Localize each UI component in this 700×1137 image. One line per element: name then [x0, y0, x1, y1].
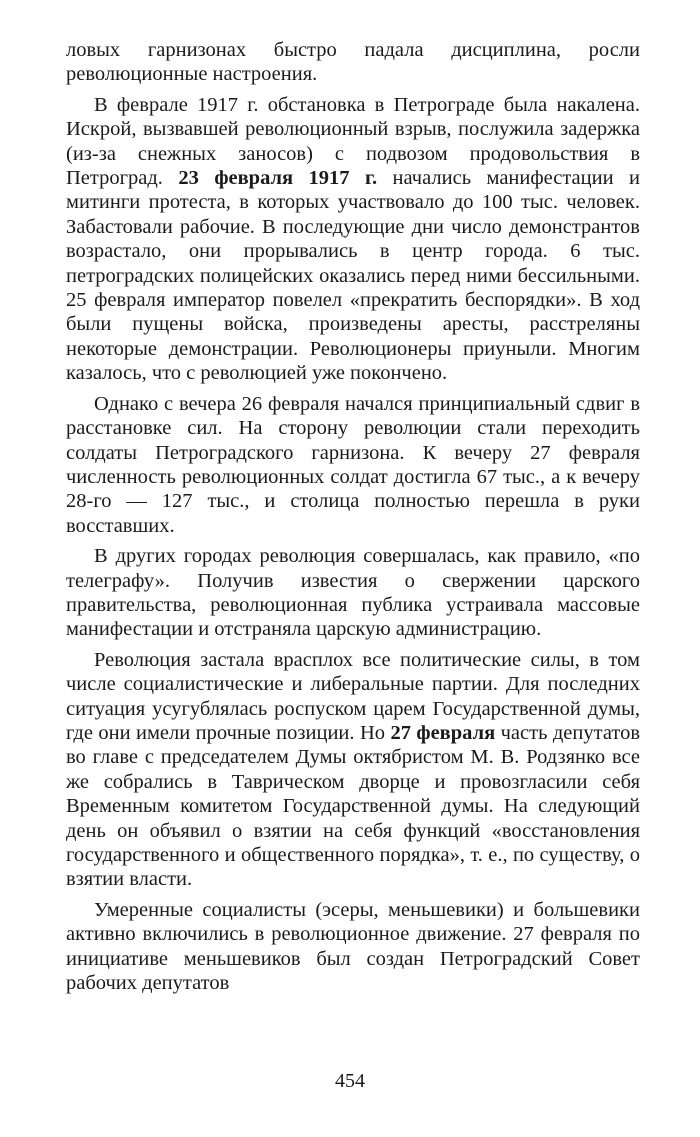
paragraph-5-text-b: часть депутатов во главе с председателем Думы октябристом М. В. Родзянко все же собрались в Таврическом дворце и провозгласили себя Временным комитетом Государственной думы. На следующий день он объявил о взятии на себя функций «восстановления государственного и общественного порядка», т. е., по существу, о взятии власти. — [66, 721, 641, 891]
paragraph-2-bold-date: 23 февраля 1917 г. — [178, 167, 378, 190]
paragraph-1 — [66, 38, 640, 87]
page-body — [66, 38, 640, 995]
paragraph-4 — [66, 544, 640, 642]
paragraph-2-text-a: В феврале 1917 г. обстановка в Петрограде была накалена. Искрой, вызвавшей революционный взрыв, послужила задержка (из-за снежных заносов) с подвозом продовольствия в Петроград. — [66, 93, 640, 190]
paragraph-2-text-b: начались манифестации и митинги протеста, в которых участвовало до 100 тыс. человек. Забастовали рабочие. В последующие дни число демонстрантов возрастало, они прорывались в центр города. 6 тыс. петроградских полицейских оказались перед ними бессильными. 25 февраля император повелел «прекратить беспорядки». В ход были пущены войска, произведены аресты, расстреляны некоторые демонстрации. Революционеры приуныли. Многим казалось, что с революцией уже покончено. — [66, 167, 640, 385]
page-number: 454 — [335, 1070, 365, 1092]
paragraph-6-text: Умеренные социалисты (эсеры, меньшевики) и большевики активно включились в революционное движение. 27 февраля по инициативе меньшевиков был создан Петроградский Совет рабочих депутатов — [66, 898, 640, 995]
paragraph-4-text: В других городах революция совершалась, как правило, «по телеграфу». Получив известия о свержении царского правительства, революционная публика устраивала массовые манифестации и отстраняла царскую администрацию. — [66, 545, 640, 641]
paragraph-3 — [66, 392, 640, 538]
paragraph-3-text: Однако с вечера 26 февраля начался принципиальный сдвиг в расстановке сил. На сторону революции стали переходить солдаты Петроградского гарнизона. К вечеру 27 февраля численность революционных солдат достигла 67 тыс., а к вечеру 28-го — 127 тыс., и столица полностью перешла в руки восставших. — [66, 392, 640, 537]
paragraph-2 — [66, 93, 640, 386]
paragraph-5-text-a: Революция застала врасплох все политические силы, в том числе социалистические и либеральные партии. Для последних ситуация усугублялась роспуском царем Государственной думы, где они имели прочные позиции. Но — [66, 648, 640, 744]
paragraph-5-bold-date: 27 февраля — [390, 721, 496, 744]
paragraph-6 — [66, 898, 640, 996]
paragraph-5 — [66, 648, 640, 892]
paragraph-1-text: ловых гарнизонах быстро падала дисциплина, росли революционные настроения. — [66, 39, 640, 86]
